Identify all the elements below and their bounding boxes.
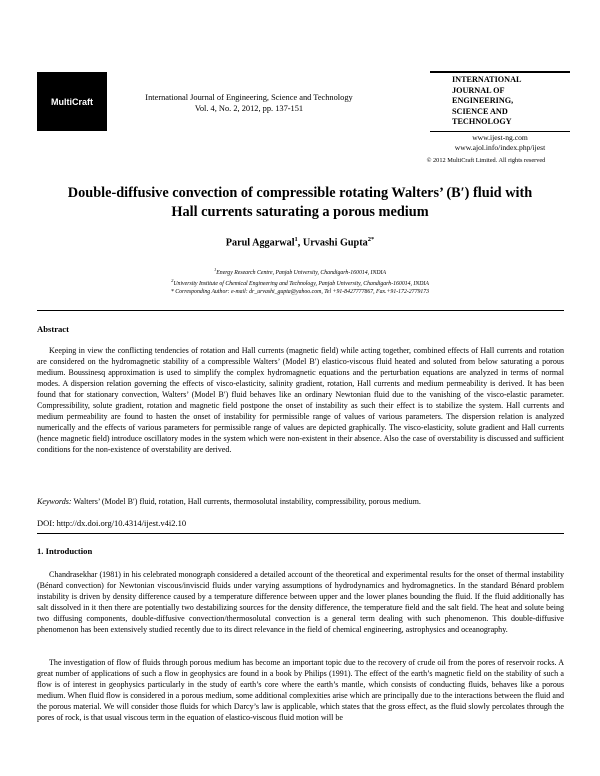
keywords-text: Walters’ (Model B′) fluid, rotation, Hall currents, thermosolutal instability, compressibility, porous medium. [73, 497, 421, 506]
author-list [20, 236, 580, 248]
introduction-paragraph: Chandrasekhar (1981) in his celebrated monograph considered a detailed account of the theoretical and experimental results for the onset of thermal instability (Bénard convection) for Newtonian viscous/inviscid fluids under varying assumptions of hydrodynamics and hydromagnetics. In the standard Bénard problem instability is driven by density difference caused by a temperature difference between upper and the lower planes bounding the fluid. If the fluid additionally has salt dissolved in it then there are potentially two destabilizing sources for the density difference, the temperature field and the salt field. The heat and solute being two diffusing components, double-diffusive convection/thermosolutal convection is a general term dealing with such phenomenon. This double-diffusive phenomenon has been extensively studied recently due to its direct relevance in the field of chemical engineering, astrophysics and oceanography. [37, 570, 564, 634]
journal-title-line: JOURNAL OF [452, 85, 505, 95]
journal-box-rule [430, 131, 570, 132]
journal-url[interactable]: www.ijest-ng.com [472, 133, 528, 142]
journal-title-box [430, 71, 570, 132]
journal-title-line: SCIENCE AND [452, 106, 508, 116]
publisher-logo [37, 72, 107, 131]
affiliation-line [20, 277, 580, 288]
abstract-text: Keeping in view the conflicting tendencies of rotation and Hall currents (magnetic field) while acting together, combined effects of Hall currents and rotation are considered on the hydromagnetic stability of a compressible Walters’ (Model B′) elastico-viscous fluid heated and soluted from below saturating a porous medium. Boussinesq approximation is used to simplify the complex hydromagnetic equations and the perturbation equations are analyzed in terms of normal modes. A dispersion relation governing the effects of visco-elasticity, salinity gradient, rotation, Hall currents and medium permeability is derived. It has been found that for stationary convection, Walters’ (Model B′) fluid behaves like an ordinary Newtonian fluid due to the vanishing of the visco-elastic parameter. Compressibility, solute gradient, rotation and magnetic field postpone the onset of instability as such their effect is to stabilize the system. Hall currents and medium permeability are found to hasten the onset of instability for permissible range of values of various parameters. The dispersion relation is analyzed numerically and the effects of various parameters for permissible range of values are depicted graphically. The visco-elasticity, solute gradient and Hall currents (hence magnetic field) introduce oscillatory modes in the system which were non-existent in their absence. Also the case of overstability is discussed and sufficient conditions for the non-existence of overstability are derived. [37, 346, 564, 454]
introduction-paragraph: The investigation of flow of fluids through porous medium has become an important topic due to the recovery of crude oil from the pores of reservoir rocks. A great number of applications of such a flow in geophysics are found in a book by Philips (1991). The effect of the earth’s magnetic field on the stability of such a flow is of interest in geophysics particularly in the study of earth’s core where the earth’s mantle, which consists of conducting fluids, behaves like a porous medium. When fluid flow is considered in a porous medium, some additional complexities arise which are principally due to the interactions between the fluid and the porous material. We will consider those fluids for which Darcy’s law is applicable, which states that the gross effect, as the fluid slowly percolates through the pores of rock, is that usual viscous term in the equation of elastico-viscous fluid motion will be [37, 658, 564, 722]
affiliation-text: Energy Research Centre, Panjab University, Chandigarh-160014, INDIA [216, 269, 386, 276]
introduction-heading: 1. Introduction [37, 546, 93, 556]
section-divider [37, 310, 564, 311]
journal-links [430, 133, 570, 153]
keywords-label: Keywords: [37, 497, 72, 506]
paper-title-line: Double-diffusive convection of compressible rotating Walters’ (B′) fluid with [67, 185, 533, 201]
author-affiliation-mark: 1 [294, 236, 298, 243]
author-name: Urvashi Gupta [302, 237, 368, 249]
paper-title [20, 184, 580, 222]
journal-citation [118, 92, 380, 114]
journal-volume-line: Vol. 4, No. 2, 2012, pp. 137-151 [194, 104, 304, 113]
doi-link[interactable]: DOI: http://dx.doi.org/10.4314/ijest.v4i2.10 [37, 518, 187, 528]
paper-title-line: Hall currents saturating a porous medium [171, 204, 429, 220]
journal-title-line: TECHNOLOGY [452, 117, 512, 126]
journal-name-line: International Journal of Engineering, Science and Technology [145, 93, 353, 102]
copyright-notice: © 2012 MultiCraft Limited. All rights reserved [426, 157, 546, 164]
affiliation-mark: 1 [214, 267, 217, 272]
section-divider [37, 533, 564, 534]
journal-title-line: ENGINEERING, [452, 96, 514, 105]
affiliations [20, 266, 580, 296]
author-name: Parul Aggarwal [225, 237, 295, 249]
affiliation-mark: 2 [171, 277, 174, 283]
journal-title-line: INTERNATIONAL [452, 75, 522, 84]
author-separator: , [297, 237, 303, 249]
affiliation-text: University Institute of Chemical Engineering and Technology, Panjab University, Chandigarh-160014, INDIA [173, 280, 429, 287]
abstract-heading: Abstract [37, 324, 69, 334]
keywords [37, 497, 564, 506]
publisher-logo-text: MultiCraft [51, 96, 93, 107]
author-affiliation-mark: 2* [367, 236, 375, 243]
corresponding-author: * Corresponding Author: e-mail: dr_urvashi_gupta@yahoo.com, Tel +91-8427777867, Fax.+91-172-2779173 [170, 288, 430, 295]
journal-title-block [430, 73, 570, 131]
affiliation-line [20, 266, 580, 277]
journal-url[interactable]: www.ajol.info/index.php/ijest [454, 143, 546, 152]
